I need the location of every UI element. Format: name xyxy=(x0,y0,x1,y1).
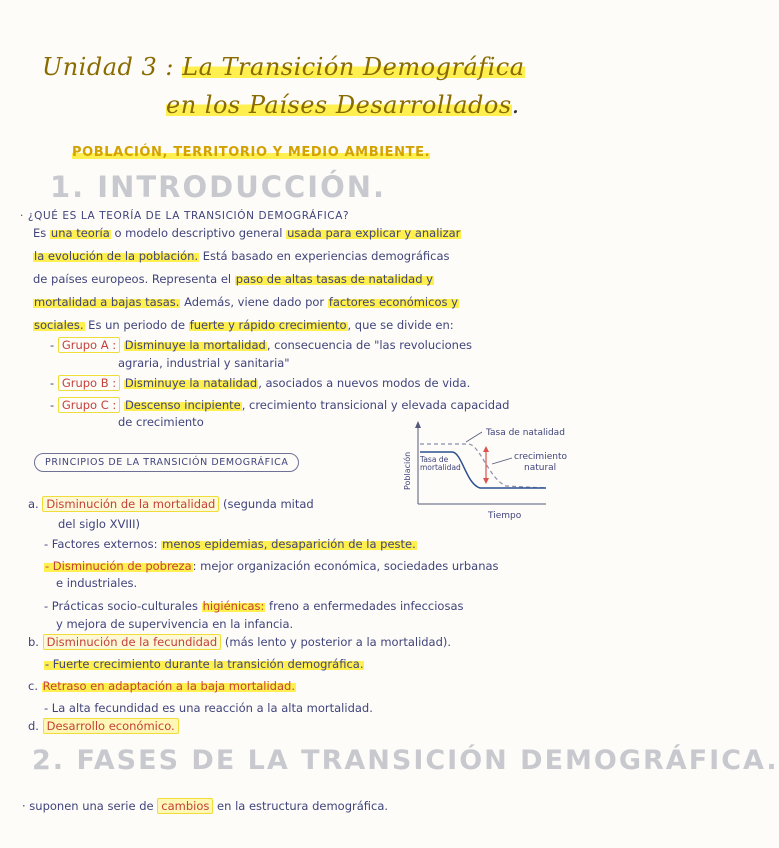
group-a-text: Disminuye la mortalidad xyxy=(124,338,266,352)
principle-a-line-2: del siglo XVIII) xyxy=(58,517,141,531)
letter-d: d. xyxy=(28,719,39,733)
intro-l3b: paso de altas tasas de natalidad y xyxy=(235,272,433,286)
intro-l4c: factores económicos y xyxy=(328,295,458,309)
principle-b-rest: (más lento y posterior a la mortalidad). xyxy=(224,635,452,649)
intro-l5d: , que se divide en: xyxy=(347,318,454,332)
intro-l5a: sociales. xyxy=(34,318,84,332)
intro-l2b: Está basado en experiencias demográficas xyxy=(202,249,450,263)
crecimiento-leader xyxy=(492,458,512,464)
heading-fases: 2. FASES DE LA TRANSICIÓN DEMOGRÁFICA. xyxy=(32,745,779,776)
title-sub: en los Países Desarrollados xyxy=(166,91,512,119)
principles-label: PRINCIPIOS DE LA TRANSICIÓN DEMOGRÁFICA xyxy=(34,453,299,472)
a-b2-text: : mejor organización económica, sociedades urbanas xyxy=(192,559,499,573)
intro-line-1 xyxy=(33,222,461,245)
intro-l5c: fuerte y rápido crecimiento xyxy=(189,318,347,332)
intro-l4b: Además, viene dado por xyxy=(184,295,325,309)
section-label: POBLACIÓN, TERRITORIO Y MEDIO AMBIENTE. xyxy=(72,145,431,160)
a-b1-label: - Factores externos: xyxy=(44,537,158,551)
b-b1-text: - Fuerte crecimiento durante la transición demográfica. xyxy=(45,657,364,671)
title-unit: Unidad 3 : xyxy=(42,53,175,81)
principle-b xyxy=(28,631,451,654)
phases-l1c: en la estructura demográfica. xyxy=(217,799,389,813)
y-axis-label: Población xyxy=(403,451,412,490)
mortalidad-label-1: Tasa de xyxy=(420,455,449,464)
group-b xyxy=(50,372,470,395)
intro-l3a: de países europeos. Representa el xyxy=(33,272,232,286)
dash-icon: - xyxy=(50,398,55,412)
principle-d-title: Desarrollo económico. xyxy=(43,718,179,734)
intro-l1a: Es xyxy=(33,226,47,240)
phases-l1b: cambios xyxy=(157,798,213,814)
phases-l1a: · suponen una serie de xyxy=(22,799,154,813)
dash-icon: - xyxy=(50,376,55,390)
y-axis-arrow-icon xyxy=(415,421,421,428)
heading-introduccion: 1. INTRODUCCIÓN. xyxy=(50,170,387,204)
principle-a-bullet-1 xyxy=(44,533,417,556)
group-c-line-2: de crecimiento xyxy=(118,415,204,429)
question-line xyxy=(20,210,349,222)
transition-diagram xyxy=(396,418,602,526)
group-a-text2: , consecuencia de "las revoluciones xyxy=(266,338,473,352)
title-dot: . xyxy=(511,91,520,119)
group-c-text: Descenso incipiente xyxy=(124,398,241,412)
letter-c: c. xyxy=(28,679,38,693)
natalidad-label: Tasa de natalidad xyxy=(486,428,565,438)
principle-c-title: Retraso en adaptación a la baja mortalidad. xyxy=(42,679,295,693)
title-line-2 xyxy=(166,91,520,119)
intro-line-2 xyxy=(33,245,449,268)
question-text: ¿QUÉ ES LA TEORÍA DE LA TRANSICIÓN DEMOGRÁFICA? xyxy=(27,210,350,222)
group-a-label: Grupo A : xyxy=(58,337,120,353)
a-b3-highlight: higiénicas: xyxy=(202,599,265,613)
a-b2-label: - Disminución de pobreza xyxy=(45,559,192,573)
intro-l5b: Es un periodo de xyxy=(88,318,186,332)
bullet-icon: · xyxy=(20,210,24,222)
a-b3-text: freno a enfermedades infecciosas xyxy=(269,599,464,613)
group-a-line-2: agraria, industrial y sanitaria" xyxy=(118,356,290,370)
intro-l1d: usada para explicar y analizar xyxy=(287,226,461,240)
principle-a-bullet-3-line-2: y mejora de supervivencia en la infancia. xyxy=(56,617,294,631)
intro-l4a: mortalidad a bajas tasas. xyxy=(34,295,180,309)
principle-b-bullet-1 xyxy=(44,653,364,676)
crecimiento-label-2: natural xyxy=(524,463,557,473)
arrow-down-icon xyxy=(483,478,489,484)
group-b-text: Disminuye la natalidad xyxy=(124,376,258,390)
principle-c xyxy=(28,675,296,698)
intro-line-3 xyxy=(33,268,434,291)
group-b-text2: , asociados a nuevos modos de vida. xyxy=(258,376,471,390)
title-main: La Transición Demográfica xyxy=(182,53,525,81)
principle-a-title: Disminución de la mortalidad xyxy=(42,496,219,512)
principle-a-rest: (segunda mitad xyxy=(223,497,314,511)
group-c-text2: , crecimiento transicional y elevada capacidad xyxy=(241,398,510,412)
title-line-1 xyxy=(42,53,525,81)
a-b3-label: - Prácticas socio-culturales xyxy=(44,599,198,613)
principle-c-bullet-1: - La alta fecundidad es una reacción a la alta mortalidad. xyxy=(44,701,373,715)
x-axis-label: Tiempo xyxy=(488,511,522,521)
mortalidad-label-2: mortalidad xyxy=(420,463,461,472)
principle-b-title: Disminución de la fecundidad xyxy=(43,634,222,650)
a-b1-text: menos epidemias, desaparición de la peste. xyxy=(162,537,416,551)
phases-line xyxy=(22,795,388,818)
intro-l1b: una teoría xyxy=(50,226,110,240)
letter-a: a. xyxy=(28,497,39,511)
intro-line-4 xyxy=(33,291,459,314)
crecimiento-label-1: crecimiento xyxy=(514,452,567,462)
intro-l1c: o modelo descriptivo general xyxy=(114,226,283,240)
dash-icon: - xyxy=(50,338,55,352)
group-c-label: Grupo C : xyxy=(58,397,120,413)
group-b-label: Grupo B : xyxy=(58,375,120,391)
natalidad-leader xyxy=(466,432,482,442)
intro-l2a: la evolución de la población. xyxy=(34,249,199,263)
principle-d xyxy=(28,715,179,738)
letter-b: b. xyxy=(28,635,39,649)
arrow-up-icon xyxy=(483,446,489,452)
principle-a-bullet-2-line-2: e industriales. xyxy=(56,576,138,590)
